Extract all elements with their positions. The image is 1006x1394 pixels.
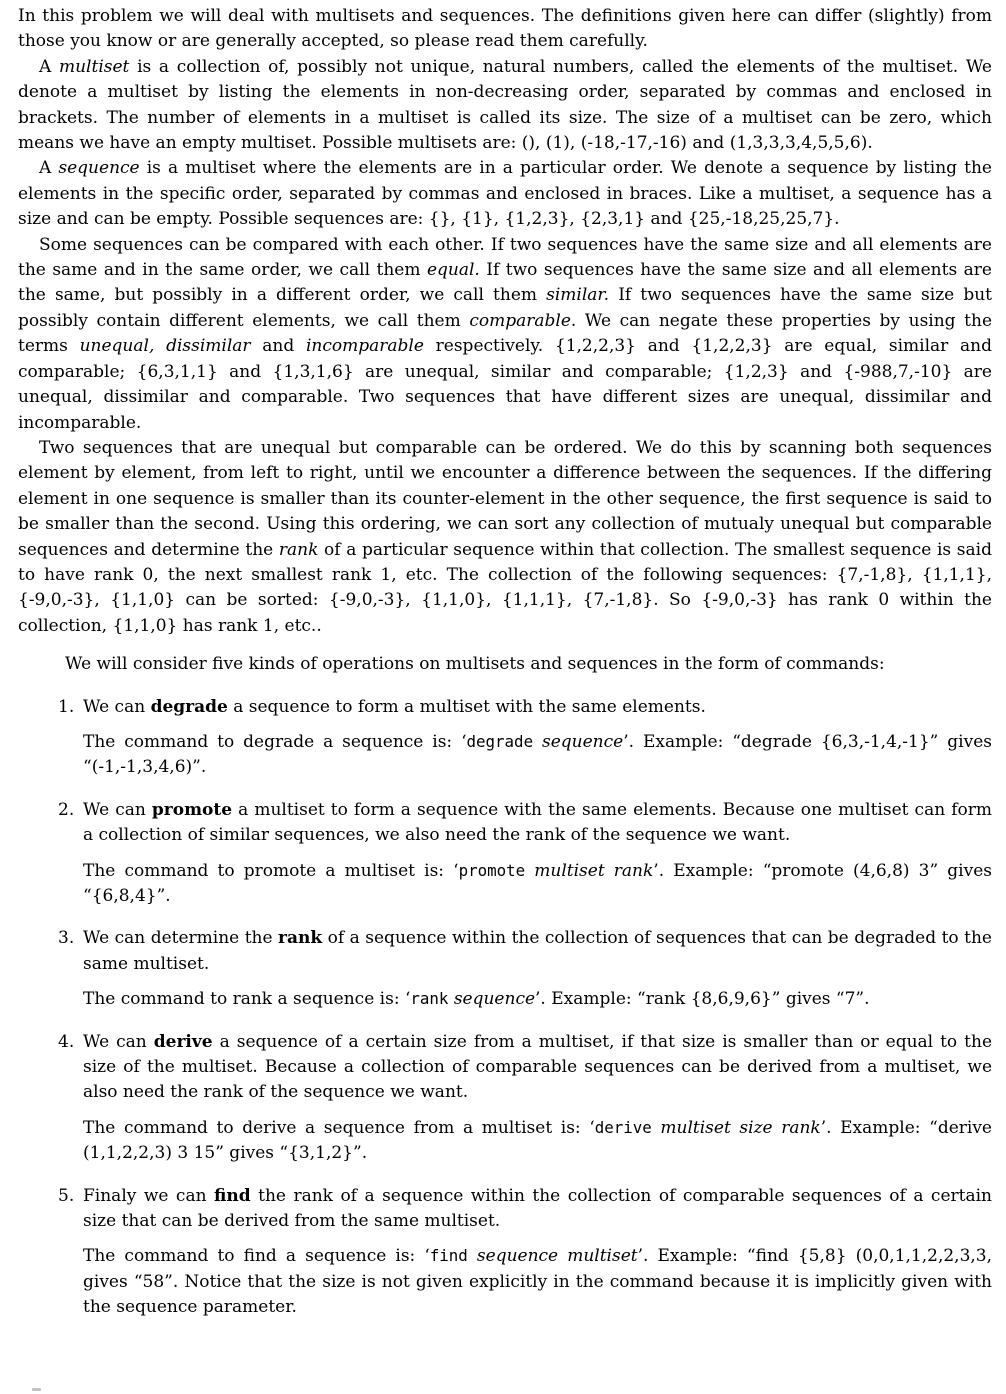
text-run-normal: We can [83,696,151,717]
text-run-italic: multiset rank [534,860,654,881]
text-run-italic: similar. [546,285,610,306]
text-run-normal: The command to degrade a sequence is: ‘ [83,731,467,752]
paragraph-find-command [83,1243,992,1320]
text-run-normal: and [250,336,306,357]
text-run-normal: If two sequences have the same size but possibly contain different elements, we call them [18,285,992,331]
text-run-bold: rank [278,928,323,949]
text-run-normal: ’. Example: “derive (1,1,2,2,3) 3 15” gives “{3,1,2}”. [83,1117,992,1164]
list-item-number: 4. [58,1031,75,1052]
text-run-italic: unequal, dissimilar [79,336,251,357]
paragraph-promote-command [83,858,992,910]
text-run-normal: Some sequences can be compared with each other. If two sequences have the same size and all elements are the same and in the same order, we call them [18,234,992,281]
text-run-normal: the rank of a sequence within the collection of comparable sequences of a certain size that can be derived from the same multiset. [83,1185,992,1232]
text-run-normal: We can [83,799,152,820]
list-item-number: 5. [58,1185,75,1206]
paragraph-comparison-definitions [18,233,992,436]
text-run-italic: sequence [542,731,624,752]
paragraph-operations-intro [65,652,992,677]
paragraph-rank-command [83,986,992,1012]
text-run-normal: Finaly we can [83,1185,215,1206]
text-run-mono: derive [594,1117,652,1137]
text-run-italic: equal. [426,260,480,281]
text-run-italic: rank [278,539,319,560]
text-run-normal: In this problem we will deal with multisets and sequences. The definitions given here can differ (slightly) from those you know or are generally accepted, so please read them carefully. [18,6,992,52]
list-item-text-derive [83,1030,992,1106]
list-item-derive [18,1030,992,1106]
text-run-italic: incomparable [306,336,424,357]
text-run-normal: ’. Example: “degrade {6,3,-1,4,-1}” gives “(-1,-1,3,4,6)”. [83,731,993,778]
text-run-normal: of a sequence within the collection of sequences that can be degraded to the same multiset. [83,928,992,974]
text-run-normal: We can negate these properties by using the terms [18,310,993,357]
text-run-italic: multiset size rank [660,1117,821,1138]
text-run-bold: derive [153,1031,213,1052]
list-item-text-degrade [83,695,992,720]
paragraph-degrade-command [83,729,992,781]
text-run-italic: comparable. [469,310,577,331]
text-run-normal: We can [83,1031,154,1052]
list-item-text-find [83,1184,992,1235]
paragraph-problem-intro [18,4,992,55]
text-run-bold: degrade [150,696,228,717]
text-run-bold: promote [151,799,233,820]
text-run-normal: ’. Example: “find {5,8} (0,0,1,1,2,2,3,3, gives “58”. Notice that the size is not given explicitly in the command because it is implicitly given with the sequence parameter. [83,1246,993,1318]
clipped-text-fragment [32,1388,41,1391]
list-item-number: 1. [58,696,75,717]
list-item-promote [18,798,992,849]
text-run-normal: The command to promote a multiset is: ‘ [83,860,459,881]
list-item-find [18,1184,992,1235]
text-run-normal: If two sequences have the same size and all elements are the same, but possibly in a different order, we call them [18,260,992,306]
text-run-normal: is a multiset where the elements are in a particular order. We denote a sequence by listing the elements in the specific order, separated by commas and enclosed in braces. Like a multiset, a sequence has a size and can be empty. Possible sequences are: {}, {1}, {1,2,3}, {2,3,1} and {25,-18,25,25,7}. [18,158,992,230]
text-run-normal: of a particular sequence within that collection. The smallest sequence is said to have rank 0, the next smallest rank 1, etc. The collection of the following sequences: {7,-1,8}, {1,1,1}, {-9,0,-3}, {1,1,0} can be sorted: {-9,0,-3}, {1,1,0}, {1,1,1}, {7,-1,8}. So {-9,0,-3} has rank 0 within the collection, {1,1,0} has rank 1, etc.. [18,539,992,636]
text-run-normal: a sequence to form a multiset with the same elements. [227,696,706,717]
text-run-normal: The command to find a sequence is: ‘ [83,1246,430,1267]
text-run-normal: We will consider five kinds of operations on multisets and sequences in the form of commands: [65,654,885,675]
list-item-number: 3. [58,928,75,949]
text-run-normal: respectively. {1,2,2,3} and {1,2,2,3} are equal, similar and comparable; {6,3,1,1} and {1,3,1,6} are unequal, similar and comparable; {1,2,3} and {-988,7,-10} are unequal, dissimilar and comparable. Two sequences that have different sizes are unequal, dissimilar and incomparable. [18,336,992,433]
paragraph-derive-command [83,1115,992,1167]
text-run-mono: rank [410,989,449,1009]
list-item-degrade [18,695,992,720]
text-run-normal: A [39,158,59,179]
text-run-italic: sequence [453,989,536,1010]
paragraph-sequence-definition [18,156,992,232]
list-item-text-promote [83,798,992,849]
text-run-italic: sequence multiset [476,1246,638,1267]
text-run-normal: We can determine the [83,928,279,949]
text-run-normal [468,1246,477,1266]
text-run-normal: A [39,56,59,77]
text-run-normal: ’. Example: “promote (4,6,8) 3” gives “{6,8,4}”. [83,860,992,906]
text-run-mono: find [429,1246,468,1266]
text-run-normal: The command to rank a sequence is: ‘ [83,989,411,1010]
list-item-text-rank [83,926,992,977]
text-run-normal [533,732,542,752]
paragraph-multiset-definition [18,55,992,157]
text-run-italic: multiset [58,56,130,77]
text-run-mono: promote [458,860,526,880]
text-run-normal: a multiset to form a sequence with the same elements. Because one multiset can form a collection of similar sequences, we also need the rank of the sequence we want. [83,799,992,846]
text-run-mono: degrade [466,731,534,751]
list-item-number: 2. [58,799,75,820]
text-run-italic: sequence [58,158,140,179]
text-run-normal: Two sequences that are unequal but comparable can be ordered. We do this by scanning both sequences element by element, from left to right, until we encounter a difference between the sequences. If the differing element in one sequence is smaller than its counter-element in the other sequence, the first sequence is said to be smaller than the second. Using this ordering, we can sort any collection of mutualy unequal but comparable sequences and determine the [18,437,992,560]
paragraph-ordering-and-rank [18,436,992,639]
text-run-normal [525,861,534,881]
text-run-bold: find [214,1185,251,1206]
text-run-normal: is a collection of, possibly not unique, natural numbers, called the elements of the multiset. We denote a multiset by listing the elements in non-decreasing order, separated by commas and enclosed in brackets. The number of elements in a multiset is called its size. The size of a multiset can be zero, which means we have an empty multiset. Possible multisets are: (), (1), (-18,-17,-16) and (1,3,3,3,4,5,5,6). [18,56,992,154]
text-run-normal: The command to derive a sequence from a multiset is: ‘ [83,1117,595,1138]
text-run-normal: a sequence of a certain size from a multiset, if that size is smaller than or equal to the size of the multiset. Because a collection of comparable sequences can be derived from a multiset, we also need the rank of the sequence we want. [83,1031,993,1103]
problem-statement [18,4,992,1321]
list-item-rank [18,926,992,977]
text-run-normal: ’. Example: “rank {8,6,9,6}” gives “7”. [535,989,870,1010]
